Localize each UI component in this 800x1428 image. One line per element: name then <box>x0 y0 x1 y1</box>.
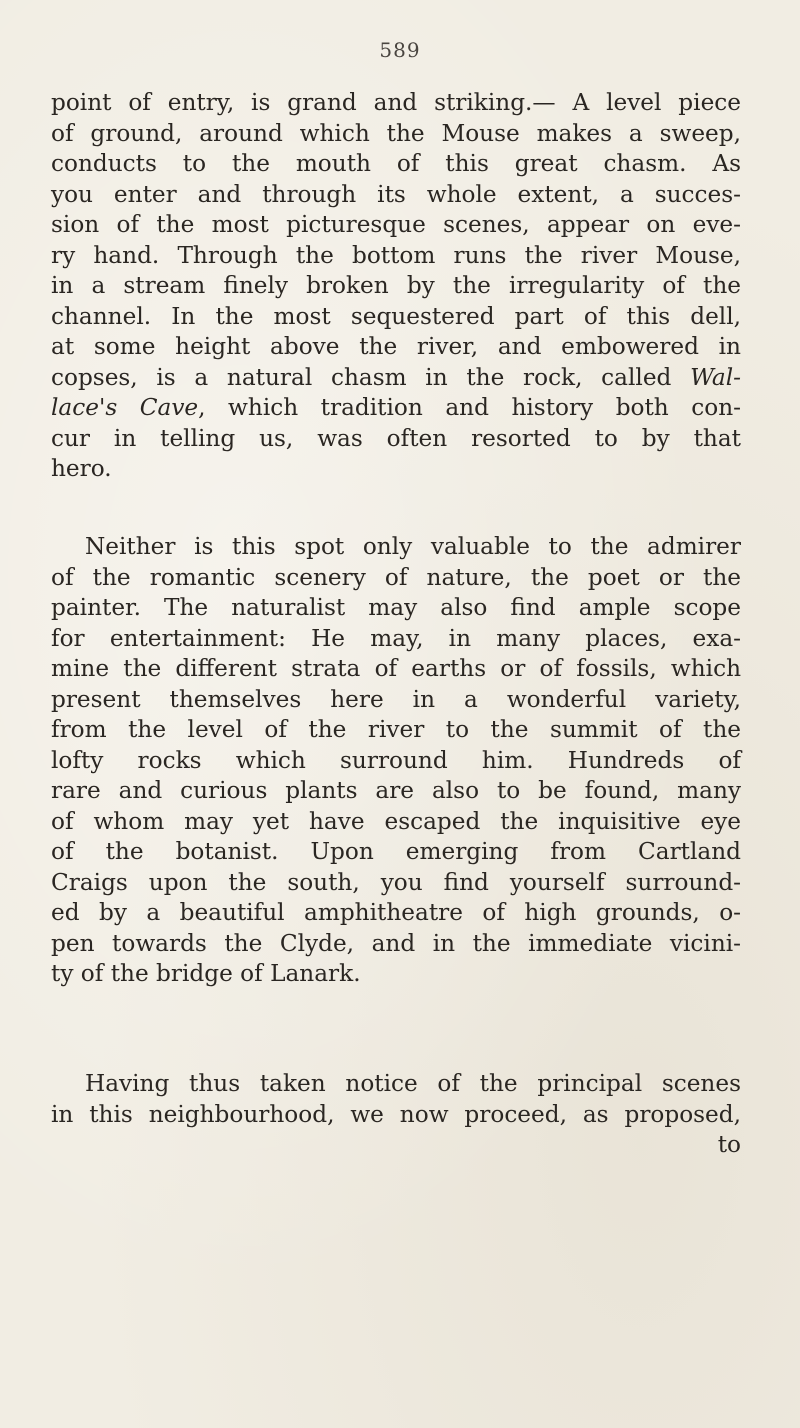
text-segment: copses, is a natural chasm in the rock, called <box>51 363 691 391</box>
text-line: ry hand. Through the bottom runs the river Mouse, <box>51 241 741 269</box>
text-line: sion of the most picturesque scenes, appear on eve- <box>51 211 741 238</box>
text-line: you enter and through its whole extent, a succes- <box>51 180 741 208</box>
text-line: rare and curious plants are also to be found, many <box>51 777 741 804</box>
text-line: in a stream finely broken by the irregularity of the <box>51 272 741 299</box>
text-line: in this neighbourhood, we now proceed, as proposed, <box>51 1100 741 1128</box>
text-line: Having thus taken notice of the principal scenes <box>85 1070 741 1097</box>
italic-name: Wal- <box>690 363 741 391</box>
text-line: Neither is this spot only valuable to the admirer <box>85 533 741 560</box>
text-segment: , which tradition and history both con- <box>198 394 741 421</box>
paragraph-2 <box>51 532 741 990</box>
text-line: pen towards the Clyde, and in the immediate vicini- <box>51 929 741 957</box>
text-line: conducts to the mouth of this great chasm. As <box>51 150 741 177</box>
text-line: at some height above the river, and embowered in <box>51 333 741 360</box>
text-line: ty of the bridge of Lanark. <box>51 960 361 987</box>
text-line: present themselves here in a wonderful variety, <box>51 685 741 713</box>
italic-name: lace's Cave <box>51 394 199 421</box>
paragraph-1 <box>51 88 741 485</box>
text-line: Craigs upon the south, you find yourself surround- <box>51 868 741 896</box>
text-line: of whom may yet have escaped the inquisitive eye <box>51 807 741 835</box>
text-line: for entertainment: He may, in many places, exa- <box>51 624 741 652</box>
text-line <box>51 393 741 424</box>
text-line: lofty rocks which surround him. Hundreds of <box>51 746 741 774</box>
text-line: painter. The naturalist may also find ample scope <box>51 594 741 621</box>
paragraph-3 <box>51 1069 741 1161</box>
text-line: mine the different strata of earths or of fossils, which <box>51 655 741 682</box>
text-line: point of entry, is grand and striking.— A level piece <box>51 89 741 116</box>
text-line: of ground, around which the Mouse makes a sweep, <box>51 119 741 147</box>
page-number: 589 <box>379 38 421 62</box>
text-line: from the level of the river to the summit of the <box>51 716 741 743</box>
text-line: hero. <box>51 455 112 482</box>
catchword: to <box>717 1131 741 1158</box>
text-line <box>51 363 741 394</box>
text-line: cur in telling us, was often resorted to by that <box>51 424 741 452</box>
text-line: of the botanist. Upon emerging from Cartland <box>51 838 741 865</box>
text-line: channel. In the most sequestered part of this dell, <box>51 302 741 330</box>
text-line: ed by a beautiful amphitheatre of high grounds, o- <box>51 899 741 926</box>
text-line: of the romantic scenery of nature, the poet or the <box>51 563 741 591</box>
